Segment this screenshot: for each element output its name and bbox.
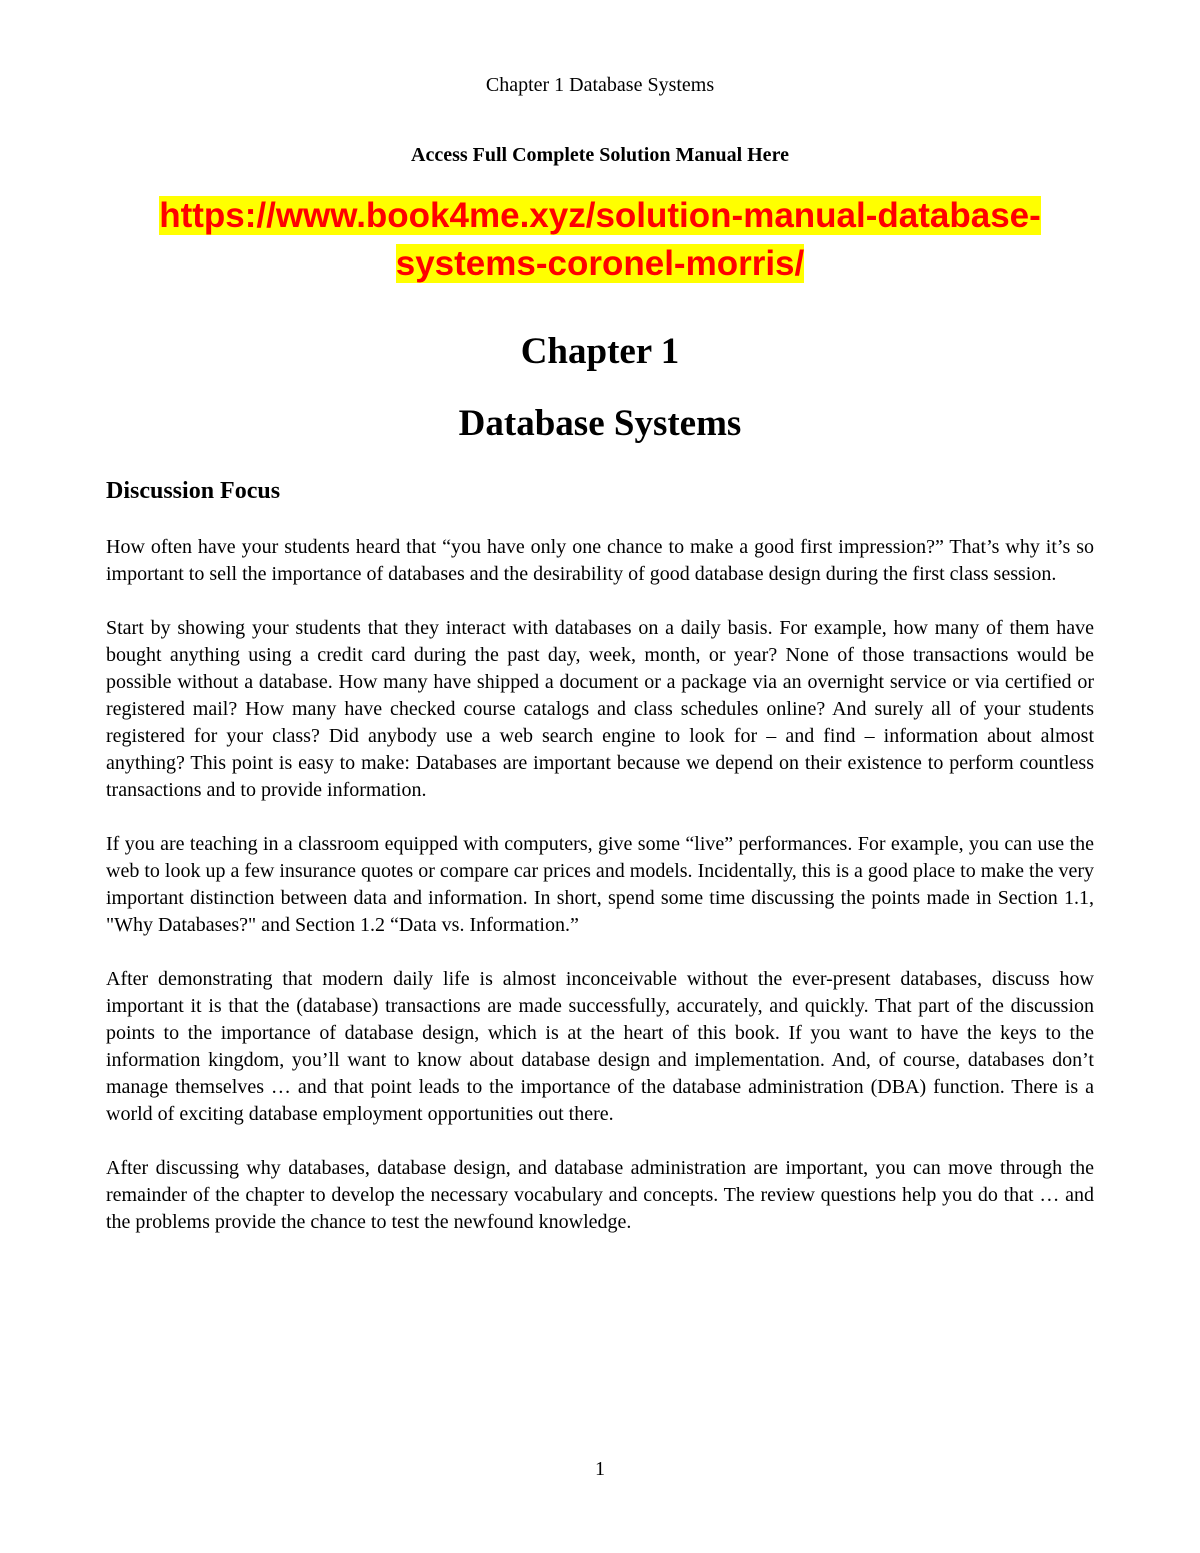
access-solution-text: Access Full Complete Solution Manual Here	[411, 144, 789, 166]
page-number: 1	[595, 1458, 605, 1480]
running-header: Chapter 1 Database Systems	[485, 74, 715, 96]
chapter-title: Chapter 1	[520, 331, 680, 372]
solution-link-line-2[interactable]: systems-coronel-morris/	[395, 244, 805, 283]
solution-link[interactable]	[100, 192, 1100, 288]
paragraph-2: Start by showing your students that they interact with databases on a daily basis. For example, how many of them have bought anything using a credit card during the past day, week, month, or year? None of those transactions would be possible without a database. How many have shipped a document or a package via an overnight service or via certified or registered mail? How many have checked course catalogs and class schedules online? And surely all of your students registered for your class? Did anybody use a web search engine to look for – and find – information about almost anything? This point is easy to make: Databases are important because we depend on their existence to perform countless transactions and to provide information.	[106, 617, 1094, 801]
paragraph-4: After demonstrating that modern daily life is almost inconceivable without the ever-present databases, discuss how important it is that the (database) transactions are made successfully, accurately, and quickly. That part of the discussion points to the importance of database design, which is at the heart of this book. If you want to have the keys to the information kingdom, you’ll want to know about database design and implementation. And, of course, databases don’t manage themselves … and that point leads to the importance of the database administration (DBA) function. There is a world of exciting database employment opportunities out there.	[106, 968, 1094, 1125]
section-heading: Discussion Focus	[106, 478, 281, 504]
paragraph-5: After discussing why databases, database design, and database administration are important, you can move through the remainder of the chapter to develop the necessary vocabulary and concepts. The review questions help you do that … and the problems provide the chance to test the newfound knowledge.	[106, 1157, 1094, 1233]
body-text	[106, 534, 1094, 1263]
solution-link-line-1[interactable]: https://www.book4me.xyz/solution-manual-database-	[159, 196, 1041, 235]
paragraph-3: If you are teaching in a classroom equipped with computers, give some “live” performances. For example, you can use the web to look up a few insurance quotes or compare car prices and models. Incidentally, this is a good place to make the very important distinction between data and information. In short, spend some time discussing the points made in Section 1.1, "Why Databases?" and Section 1.2 “Data vs. Information.”	[106, 833, 1094, 936]
chapter-subtitle: Database Systems	[458, 403, 742, 444]
paragraph-1: How often have your students heard that “you have only one chance to make a good first impression?” That’s why it’s so important to sell the importance of databases and the desirability of good database design during the first class session.	[106, 536, 1094, 585]
